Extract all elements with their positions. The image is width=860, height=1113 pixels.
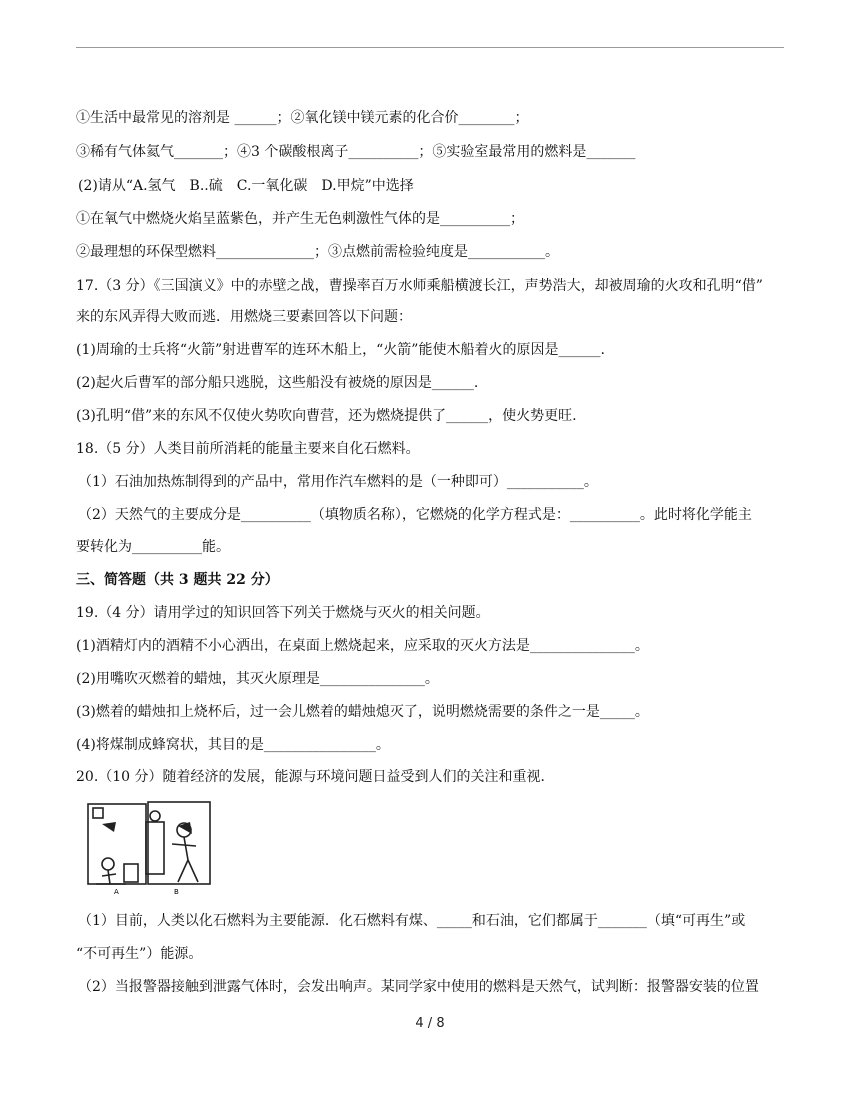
text-line: “不可再生”）能源。 <box>76 946 203 962</box>
gas-alarm-illustration <box>86 800 212 896</box>
text-line: ②最理想的环保型燃料______________；③点燃前需检验纯度是___________。 <box>76 244 559 260</box>
question-17-line: 17.（3 分）《三国演义》中的赤壁之战，曹操率百万水师乘船横渡长江，声势浩大，却被周瑜的火攻和孔明“借” <box>76 278 763 294</box>
text-line: (1)酒精灯内的酒精不小心洒出，在桌面上燃烧起来，应采取的灭火方法是_______________。 <box>76 638 649 654</box>
text-line: 要转化为__________能。 <box>76 539 230 555</box>
person-a-body <box>96 870 126 884</box>
text-line: (2)用嘴吹灭燃着的蜡烛，其灭火原理是_______________。 <box>76 671 439 687</box>
figure-label-a: A <box>114 888 119 896</box>
text-line: （1）目前，人类以化石燃料为主要能源．化石燃料有煤、_____和石油，它们都属于_______（填“可再生”或 <box>78 913 746 929</box>
text-line: (1)周瑜的士兵将“火箭”射进曹军的连环木船上，“火箭”能使木船着火的原因是______. <box>76 342 605 358</box>
text-line: (3)燃着的蜡烛扣上烧杯后，过一会儿燃着的蜡烛熄灭了，说明燃烧需要的条件之一是_____。 <box>76 704 649 720</box>
text-line: ①在氧气中燃烧火焰呈蓝紫色，并产生无色刺激性气体的是__________； <box>76 211 524 227</box>
figure-label-b: B <box>174 888 179 896</box>
text-line: (2)请从“A.氢气 B..硫 C.一氧化碳 D.甲烷”中选择 <box>78 178 414 194</box>
header-rule <box>76 47 784 48</box>
text-line: （2）天然气的主要成分是__________（填物质名称），它燃烧的化学方程式是：__________。此时将化学能主 <box>78 507 752 523</box>
person-a-head <box>102 858 114 870</box>
page-number: 4 / 8 <box>415 1016 445 1031</box>
room-b-frame <box>148 802 210 884</box>
question-20-line: 20.（10 分）随着经济的发展，能源与环境问题日益受到人们的关注和重视． <box>76 769 555 785</box>
question-19-line: 19.（4 分）请用学过的知识回答下列关于燃烧与灭火的相关问题。 <box>76 605 490 621</box>
alarm-a-icon <box>93 808 103 818</box>
text-line: ③稀有气体氦气_______；④3 个碳酸根离子__________；⑤实验室最常用的燃料是_______ <box>76 144 636 160</box>
text-line: (4)将煤制成蜂窝状，其目的是________________。 <box>76 737 390 753</box>
question-18-line: 18.（5 分）人类目前所消耗的能量主要来自化石燃料。 <box>76 441 420 457</box>
text-line: 来的东风弄得大败而逃．用燃烧三要素回答以下问题： <box>76 309 412 325</box>
text-line: （1）石油加热炼制得到的产品中，常用作汽车燃料的是（一种即可）___________。 <box>78 474 598 490</box>
text-line: ①生活中最常见的溶剂是 ______；②氧化镁中镁元素的化合价________； <box>76 110 529 126</box>
text-line: (3)孔明“借”来的东风不仅使火势吹向曹营，还为燃烧提供了______，使火势更旺. <box>76 408 577 424</box>
text-line: （2）当报警器接触到泄露气体时，会发出响声。某同学家中使用的燃料是天然气，试判断：报警器安装的位置 <box>78 979 759 995</box>
tank-valve-icon <box>150 811 160 821</box>
text-line: (2)起火后曹军的部分船只逃脱，这些船没有被烧的原因是______. <box>76 375 479 391</box>
stove-icon <box>124 864 138 882</box>
shade-mark <box>102 822 116 832</box>
person-b-body <box>172 837 198 882</box>
section-heading: 三、简答题（共 3 题共 22 分） <box>76 572 279 588</box>
